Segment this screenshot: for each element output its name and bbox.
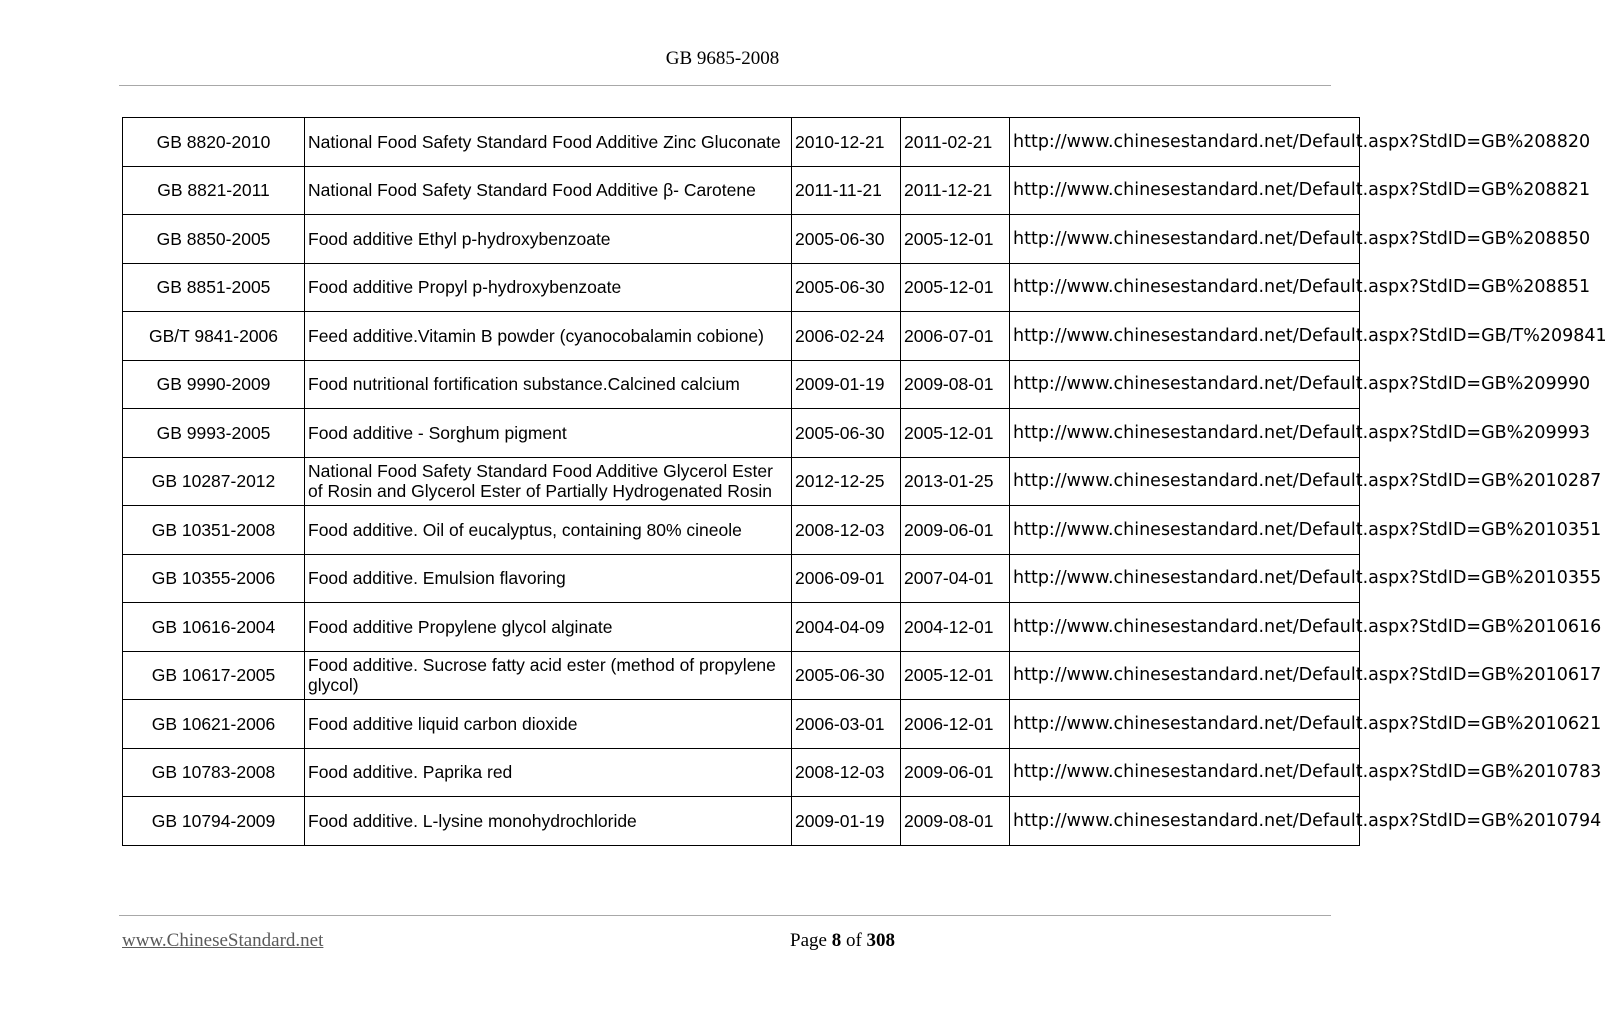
issue-date-cell: 2004-04-09 — [792, 603, 901, 652]
standard-code-cell: GB 8820-2010 — [123, 118, 305, 167]
implementation-date-cell: 2005-12-01 — [901, 263, 1010, 312]
standard-url-link[interactable]: http://www.chinesestandard.net/Default.aspx?StdID=GB/T%209841 — [1010, 312, 1360, 361]
standard-code-cell: GB/T 9841-2006 — [123, 312, 305, 361]
issue-date-cell: 2006-09-01 — [792, 554, 901, 603]
standard-url-link[interactable]: http://www.chinesestandard.net/Default.aspx?StdID=GB%208821 — [1010, 166, 1360, 215]
table-row — [123, 312, 1360, 361]
table-row — [123, 797, 1360, 846]
table-row — [123, 166, 1360, 215]
standard-title-cell: National Food Safety Standard Food Additive Zinc Gluconate — [305, 118, 792, 167]
table-row — [123, 651, 1360, 700]
issue-date-cell: 2005-06-30 — [792, 215, 901, 264]
implementation-date-cell: 2005-12-01 — [901, 409, 1010, 458]
standard-url-link[interactable]: http://www.chinesestandard.net/Default.aspx?StdID=GB%2010621 — [1010, 700, 1360, 749]
issue-date-cell: 2009-01-19 — [792, 797, 901, 846]
standard-title-cell: Food additive liquid carbon dioxide — [305, 700, 792, 749]
issue-date-cell: 2010-12-21 — [792, 118, 901, 167]
standard-code-cell: GB 10783-2008 — [123, 748, 305, 797]
issue-date-cell: 2006-03-01 — [792, 700, 901, 749]
footer-site-link[interactable]: www.ChineseStandard.net — [122, 930, 324, 951]
standards-table-body — [123, 118, 1607, 846]
table-row — [123, 215, 1360, 264]
implementation-date-cell: 2007-04-01 — [901, 554, 1010, 603]
issue-date-cell: 2008-12-03 — [792, 748, 901, 797]
standard-code-cell: GB 10351-2008 — [123, 506, 305, 555]
standard-url-link[interactable]: http://www.chinesestandard.net/Default.aspx?StdID=GB%209993 — [1010, 409, 1360, 458]
standard-title-cell: Food additive - Sorghum pigment — [305, 409, 792, 458]
implementation-date-cell: 2005-12-01 — [901, 651, 1010, 700]
page-label: Page — [790, 930, 827, 951]
table-row — [123, 360, 1360, 409]
table-row — [123, 554, 1360, 603]
standard-code-cell: GB 8851-2005 — [123, 263, 305, 312]
standard-url-link[interactable]: http://www.chinesestandard.net/Default.aspx?StdID=GB%2010355 — [1010, 554, 1360, 603]
standard-title-cell: Food additive. Sucrose fatty acid ester (method of propylene glycol) — [305, 651, 792, 700]
issue-date-cell: 2008-12-03 — [792, 506, 901, 555]
table-row — [123, 263, 1360, 312]
issue-date-cell: 2005-06-30 — [792, 263, 901, 312]
standard-code-cell: GB 9990-2009 — [123, 360, 305, 409]
table-row — [123, 603, 1360, 652]
page-header-title: GB 9685-2008 — [665, 48, 780, 69]
standard-code-cell: GB 10794-2009 — [123, 797, 305, 846]
standard-code-cell: GB 10621-2006 — [123, 700, 305, 749]
standard-title-cell: Food additive. L-lysine monohydrochloride — [305, 797, 792, 846]
table-row — [123, 409, 1360, 458]
standard-url-link[interactable]: http://www.chinesestandard.net/Default.aspx?StdID=GB%208850 — [1010, 215, 1360, 264]
implementation-date-cell: 2011-12-21 — [901, 166, 1010, 215]
standard-url-link[interactable]: http://www.chinesestandard.net/Default.aspx?StdID=GB%2010351 — [1010, 506, 1360, 555]
standard-code-cell: GB 10617-2005 — [123, 651, 305, 700]
issue-date-cell: 2011-11-21 — [792, 166, 901, 215]
page-current: 8 — [831, 930, 842, 951]
standard-title-cell: Food additive. Paprika red — [305, 748, 792, 797]
standard-title-cell: Food nutritional fortification substance.Calcined calcium — [305, 360, 792, 409]
issue-date-cell: 2005-06-30 — [792, 409, 901, 458]
table-row — [123, 748, 1360, 797]
standard-url-link[interactable]: http://www.chinesestandard.net/Default.aspx?StdID=GB%2010616 — [1010, 603, 1360, 652]
implementation-date-cell: 2009-06-01 — [901, 748, 1010, 797]
standard-code-cell: GB 8850-2005 — [123, 215, 305, 264]
standard-code-cell: GB 9993-2005 — [123, 409, 305, 458]
standard-title-cell: Food additive Ethyl p-hydroxybenzoate — [305, 215, 792, 264]
issue-date-cell: 2009-01-19 — [792, 360, 901, 409]
implementation-date-cell: 2006-07-01 — [901, 312, 1010, 361]
footer-page-indicator — [790, 930, 895, 952]
standard-url-link[interactable]: http://www.chinesestandard.net/Default.aspx?StdID=GB%209990 — [1010, 360, 1360, 409]
implementation-date-cell: 2009-06-01 — [901, 506, 1010, 555]
implementation-date-cell: 2004-12-01 — [901, 603, 1010, 652]
standard-title-cell: Food additive Propyl p-hydroxybenzoate — [305, 263, 792, 312]
table-row — [123, 457, 1360, 506]
implementation-date-cell: 2005-12-01 — [901, 215, 1010, 264]
standard-title-cell: National Food Safety Standard Food Additive Glycerol Ester of Rosin and Glycerol Ester of Partially Hydrogenated Rosin — [305, 457, 792, 506]
standard-url-link[interactable]: http://www.chinesestandard.net/Default.aspx?StdID=GB%2010617 — [1010, 651, 1360, 700]
issue-date-cell: 2005-06-30 — [792, 651, 901, 700]
issue-date-cell: 2006-02-24 — [792, 312, 901, 361]
standard-url-link[interactable]: http://www.chinesestandard.net/Default.aspx?StdID=GB%208851 — [1010, 263, 1360, 312]
header-divider — [119, 85, 1331, 86]
footer-divider — [119, 915, 1331, 916]
standard-code-cell: GB 10616-2004 — [123, 603, 305, 652]
standard-url-link[interactable]: http://www.chinesestandard.net/Default.aspx?StdID=GB%2010783 — [1010, 748, 1360, 797]
standard-url-link[interactable]: http://www.chinesestandard.net/Default.aspx?StdID=GB%2010794 — [1010, 797, 1360, 846]
page-total: 308 — [866, 930, 896, 951]
standard-title-cell: Feed additive.Vitamin B powder (cyanocobalamin cobione) — [305, 312, 792, 361]
implementation-date-cell: 2011-02-21 — [901, 118, 1010, 167]
standard-title-cell: Food additive Propylene glycol alginate — [305, 603, 792, 652]
table-row — [123, 700, 1360, 749]
table-row — [123, 118, 1360, 167]
table-row — [123, 506, 1360, 555]
standard-code-cell: GB 8821-2011 — [123, 166, 305, 215]
page-of: of — [845, 930, 862, 951]
implementation-date-cell: 2013-01-25 — [901, 457, 1010, 506]
standards-table — [122, 117, 1607, 846]
implementation-date-cell: 2009-08-01 — [901, 360, 1010, 409]
standard-code-cell: GB 10287-2012 — [123, 457, 305, 506]
standard-title-cell: Food additive. Emulsion flavoring — [305, 554, 792, 603]
standard-url-link[interactable]: http://www.chinesestandard.net/Default.aspx?StdID=GB%208820 — [1010, 118, 1360, 167]
implementation-date-cell: 2009-08-01 — [901, 797, 1010, 846]
standard-code-cell: GB 10355-2006 — [123, 554, 305, 603]
issue-date-cell: 2012-12-25 — [792, 457, 901, 506]
standard-title-cell: National Food Safety Standard Food Additive β- Carotene — [305, 166, 792, 215]
standard-title-cell: Food additive. Oil of eucalyptus, containing 80% cineole — [305, 506, 792, 555]
implementation-date-cell: 2006-12-01 — [901, 700, 1010, 749]
standard-url-link[interactable]: http://www.chinesestandard.net/Default.aspx?StdID=GB%2010287 — [1010, 457, 1360, 506]
